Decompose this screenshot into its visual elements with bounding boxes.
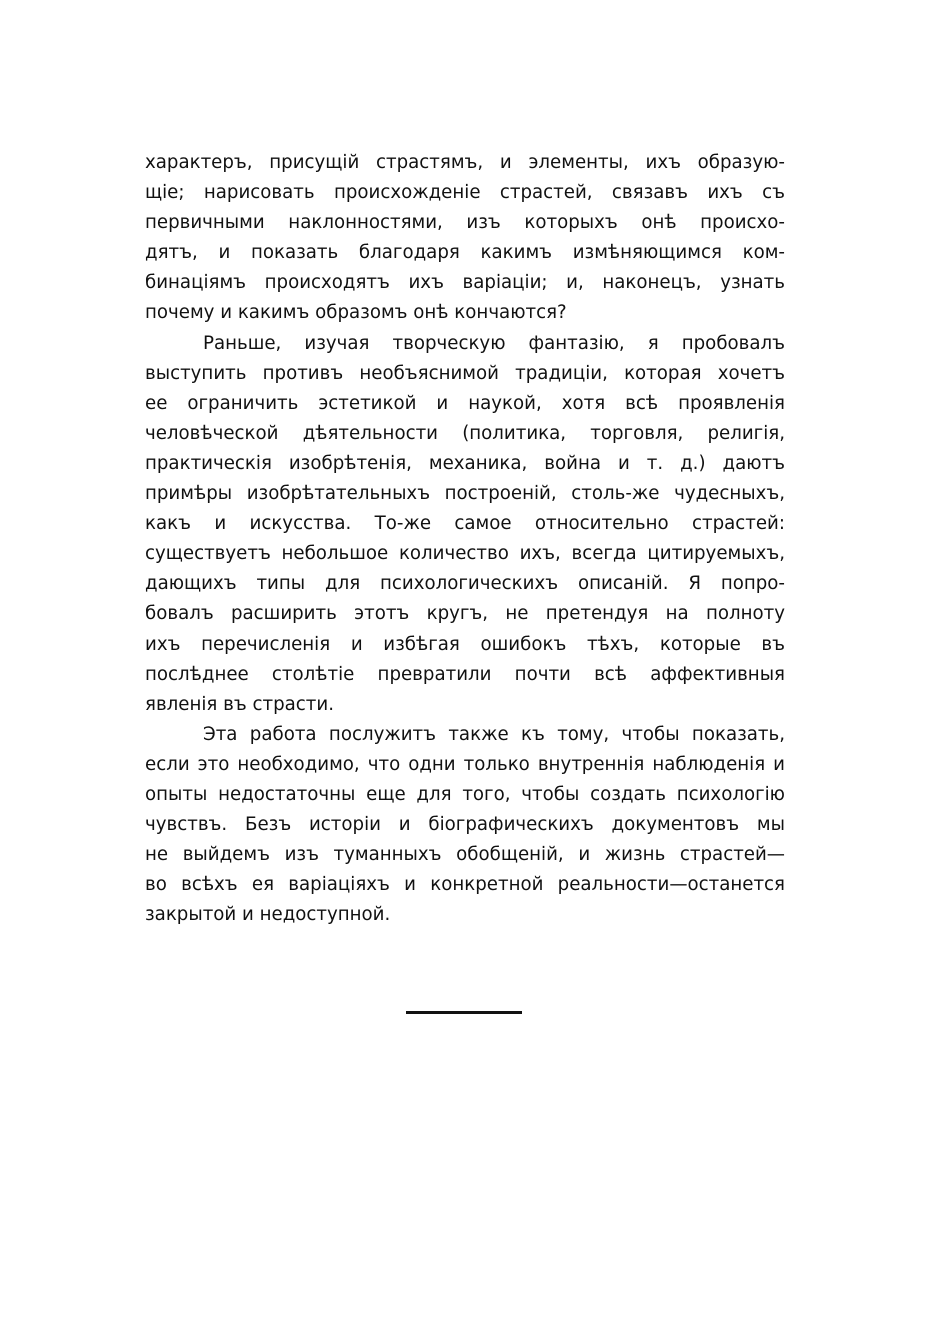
text-line: не выйдемъ изъ туманныхъ обобщеній, и жизнь страстей— [145, 844, 785, 866]
text-line: человѣческой дѣятельности (политика, торговля, религія, [145, 422, 785, 444]
end-rule-divider [406, 1011, 522, 1014]
paragraph-2 [145, 329, 785, 720]
paragraph-1 [145, 148, 785, 329]
text-line: примѣры изобрѣтательныхъ построеній, столь-же чудесныхъ, [145, 483, 785, 505]
text-line: чувствъ. Безъ исторіи и біографическихъ документовъ мы [145, 814, 785, 836]
text-line: Раньше, изучая творческую фантазію, я пробовалъ [203, 332, 785, 354]
text-line: практическія изобрѣтенія, механика, война и т. д.) даютъ [145, 452, 785, 474]
text-line: дятъ, и показать благодаря какимъ измѣняющимся ком- [145, 242, 785, 264]
text-line: во всѣхъ ея варіаціяхъ и конкретной реальности—останется [145, 874, 785, 896]
body-text [145, 148, 785, 930]
text-line: если это необходимо, что одни только внутреннія наблюденія и [145, 753, 785, 775]
text-line: существуетъ небольшое количество ихъ, всегда цитируемыхъ, [145, 543, 785, 565]
text-line: Эта работа послужитъ также къ тому, чтобы показать, [203, 723, 785, 745]
text-line: опыты недостаточны еще для того, чтобы создать психологію [145, 783, 785, 805]
text-line: явленія въ страсти. [145, 693, 334, 715]
text-line: ее ограничить эстетикой и наукой, хотя всѣ проявленія [145, 392, 785, 414]
text-line: щіе; нарисовать происхожденіе страстей, связавъ ихъ съ [145, 182, 785, 204]
text-line: какъ и искусства. То-же самое относительно страстей: [145, 513, 785, 535]
text-line: ихъ перечисленія и избѣгая ошибокъ тѣхъ, которые въ [145, 633, 785, 655]
text-line: характеръ, присущій страстямъ, и элементы, ихъ образую- [145, 152, 785, 173]
text-line: выступить противъ необъяснимой традиціи, которая хочетъ [145, 362, 785, 384]
text-line: закрытой и недоступной. [145, 904, 391, 926]
text-line: дающихъ типы для психологическихъ описаній. Я попро- [145, 573, 785, 595]
text-line: первичными наклонностями, изъ которыхъ онѣ происхо- [145, 212, 785, 234]
paragraph-3 [145, 720, 785, 931]
text-line: послѣднее столѣтіе превратили почти всѣ аффективныя [145, 663, 785, 685]
text-line: почему и какимъ образомъ онѣ кончаются? [145, 302, 567, 324]
text-line: бовалъ расширить этотъ кругъ, не претендуя на полноту [145, 603, 785, 625]
text-line: бинаціямъ происходятъ ихъ варіаціи; и, наконецъ, узнать [145, 272, 785, 294]
